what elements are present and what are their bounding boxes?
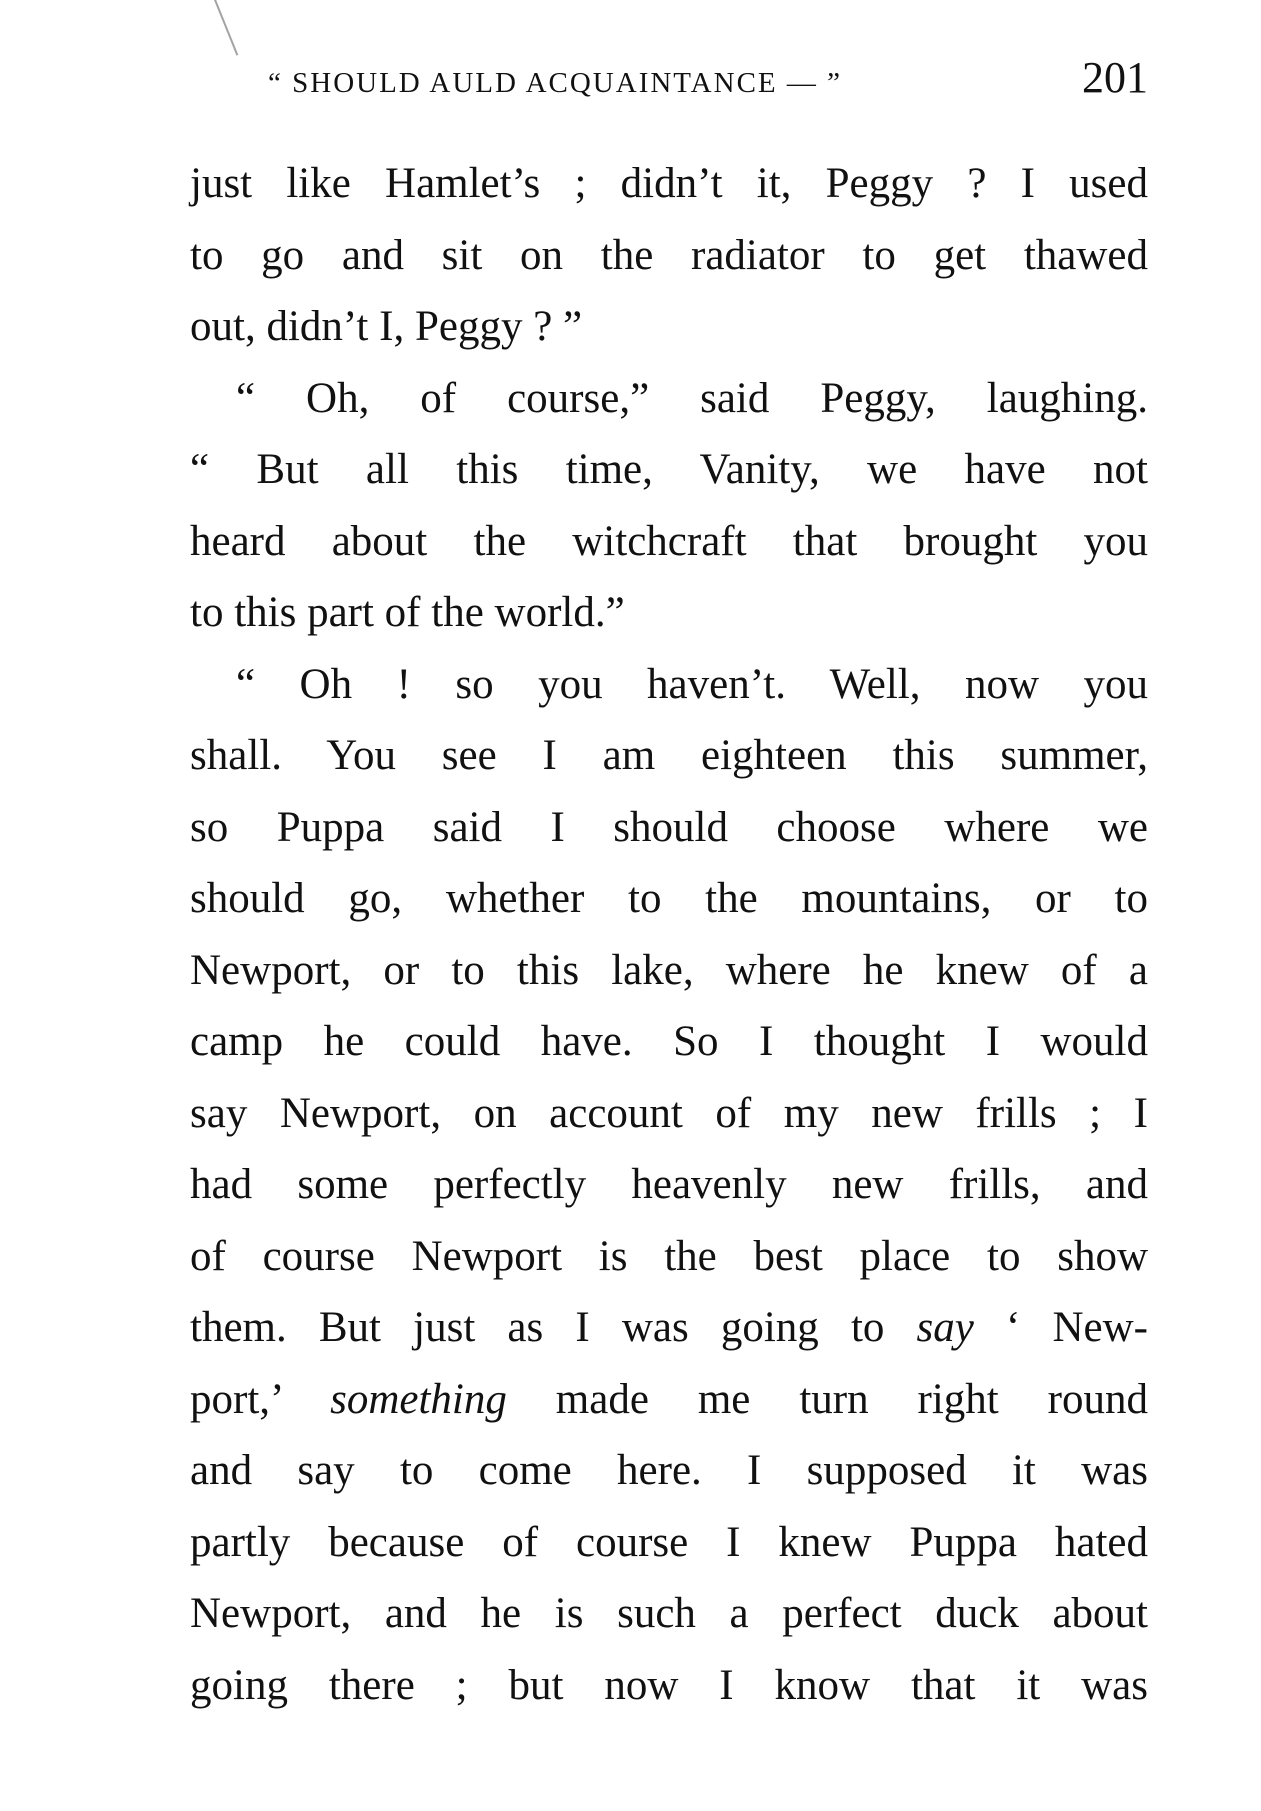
text-segment: port,’: [190, 1375, 331, 1423]
text-line: “ Oh ! so you haven’t. Well, now you: [236, 660, 1148, 708]
stray-ink-mark: [214, 0, 238, 56]
body-text: [190, 148, 1148, 1721]
text-line: should go, whether to the mountains, or to: [190, 875, 1148, 922]
text-line: and say to come here. I supposed it was: [190, 1447, 1148, 1494]
text-segment: ‘ New-: [973, 1304, 1148, 1351]
text-line: to go and sit on the radiator to get thawed: [190, 231, 1148, 279]
text-line: partly because of course I knew Puppa hated: [190, 1518, 1148, 1566]
text-line: say Newport, on account of my new frills ; I: [190, 1089, 1148, 1137]
text-segment: made me turn right round: [506, 1375, 1148, 1423]
italic-word: say: [916, 1304, 974, 1351]
italic-word: something: [330, 1375, 507, 1423]
text-line: going there ; but now I know that it was: [190, 1661, 1148, 1709]
text-line: [190, 1292, 1148, 1364]
running-head: [268, 52, 1148, 112]
text-line: heard about the witchcraft that brought you: [190, 517, 1148, 565]
text-segment: them. But just as I was going to: [190, 1304, 917, 1351]
running-head-title: “ SHOULD AULD ACQUAINTANCE — ”: [268, 67, 842, 99]
text-line: “ Oh, of course,” said Peggy, laughing.: [236, 374, 1148, 422]
page-number: 201: [1082, 53, 1148, 102]
text-line: camp he could have. So I thought I would: [190, 1018, 1148, 1065]
text-line: Newport, or to this lake, where he knew of a: [190, 946, 1148, 994]
text-line: had some perfectly heavenly new frills, and: [190, 1161, 1148, 1208]
text-line: [190, 1364, 1148, 1436]
text-line: to this part of the world.”: [190, 589, 625, 636]
text-line: out, didn’t I, Peggy ? ”: [190, 303, 583, 350]
text-line: Newport, and he is such a perfect duck about: [190, 1590, 1148, 1637]
text-line: shall. You see I am eighteen this summer,: [190, 732, 1148, 779]
text-line: so Puppa said I should choose where we: [190, 803, 1148, 851]
text-line: of course Newport is the best place to show: [190, 1232, 1148, 1280]
text-line: “ But all this time, Vanity, we have not: [190, 446, 1148, 493]
text-line: just like Hamlet’s ; didn’t it, Peggy ? I used: [190, 160, 1148, 207]
